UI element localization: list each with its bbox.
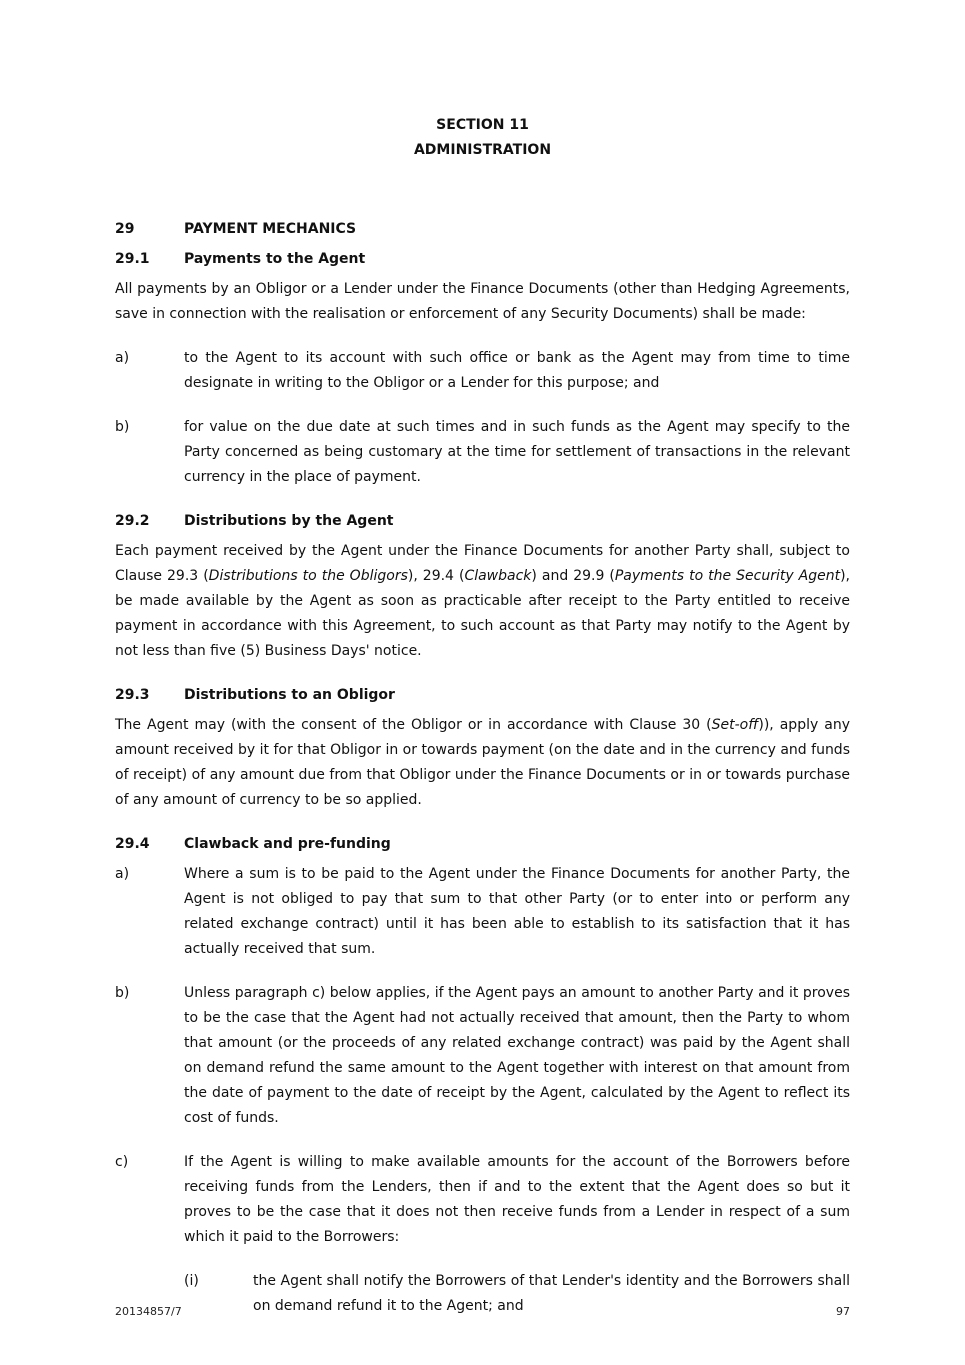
item-label: c) bbox=[115, 1154, 129, 1170]
clause-title: Clawback and pre-funding bbox=[184, 836, 391, 852]
clause-number: 29.1 bbox=[115, 251, 150, 267]
clause-29-1-body: All payments by an Obligor or a Lender under the Finance Documents (other than Hedging Agreements, save in connection with the realisation or enforcement of any Security Documents) shall be made: bbox=[115, 281, 850, 322]
list-item bbox=[115, 862, 850, 962]
item-label: a) bbox=[115, 866, 130, 882]
list-item bbox=[115, 346, 850, 396]
page-footer bbox=[115, 1299, 850, 1324]
clause-29-1-heading bbox=[115, 247, 850, 272]
section-title: ADMINISTRATION bbox=[413, 142, 552, 158]
clause-29-2-heading bbox=[115, 509, 850, 534]
list-item bbox=[115, 1150, 850, 1250]
clause-29-4-heading bbox=[115, 832, 850, 857]
clause-29-2-body: Each payment received by the Agent under the Finance Documents for another Party shall, subject to Clause 29.3 (Distributions to the Obligors), 29.4 (Clawback) and 29.9 (Payments to the Security Agent), be made available by the Agent as soon as practicable after receipt to the Party entitled to receive payment in accordance with this Agreement, to such account as that Party may notify to the Agent by not less than five (5) Business Days' notice. bbox=[115, 543, 850, 659]
list-item bbox=[115, 981, 850, 1131]
item-text: to the Agent to its account with such office or bank as the Agent may from time to time designate in writing to the Obligor or a Lender for this purpose; and bbox=[184, 350, 850, 391]
page-number: 97 bbox=[836, 1305, 850, 1318]
item-label: b) bbox=[115, 419, 130, 435]
clause-29-3-body: The Agent may (with the consent of the Obligor or in accordance with Clause 30 (Set-off)), apply any amount received by it for that Obligor in or towards payment (on the date and in the currency and funds of receipt) of any amount due from that Obligor under the Finance Documents or in or towards purchase of any amount of currency to be so applied. bbox=[115, 717, 850, 808]
list-item bbox=[115, 415, 850, 490]
clause-title: PAYMENT MECHANICS bbox=[184, 221, 357, 237]
clause-number: 29.4 bbox=[115, 836, 150, 852]
item-text: Where a sum is to be paid to the Agent under the Finance Documents for another Party, the Agent is not obliged to pay that sum to that other Party (or to enter into or perform any related exchange contract) until it has been able to establish to its satisfaction that it has actually received that sum. bbox=[184, 866, 850, 957]
document-page bbox=[115, 113, 850, 1319]
subitem-text: the Agent shall notify the Borrowers of that Lender's identity and the Borrowers shall on demand refund it to the Agent; and bbox=[253, 1273, 850, 1314]
clause-number: 29.3 bbox=[115, 687, 150, 703]
clause-title: Distributions by the Agent bbox=[184, 513, 394, 529]
section-header bbox=[115, 113, 850, 163]
item-label: b) bbox=[115, 985, 130, 1001]
clause-number: 29.2 bbox=[115, 513, 150, 529]
item-label: a) bbox=[115, 350, 130, 366]
document-reference: 20134857/7 bbox=[115, 1305, 182, 1318]
clause-29-3-heading bbox=[115, 683, 850, 708]
section-number: SECTION 11 bbox=[436, 117, 529, 133]
item-text: Unless paragraph c) below applies, if the Agent pays an amount to another Party and it proves to be the case that the Agent had not actually received that amount, then the Party to whom that amount (or the proceeds of any related exchange contract) was paid by the Agent shall on demand refund the same amount to the Agent together with interest on that amount from the date of payment to the date of receipt by the Agent, calculated by the Agent to reflect its cost of funds. bbox=[184, 985, 850, 1126]
clause-number: 29 bbox=[115, 221, 135, 237]
clause-title: Payments to the Agent bbox=[184, 251, 366, 267]
item-text: for value on the due date at such times and in such funds as the Agent may specify to the Party concerned as being customary at the time for settlement of transactions in the relevant currency in the place of payment. bbox=[184, 419, 850, 485]
item-text: If the Agent is willing to make available amounts for the account of the Borrowers before receiving funds from the Lenders, then if and to the extent that the Agent does so but it proves to be the case that it does not then receive funds from a Lender in respect of a sum which it paid to the Borrowers: bbox=[184, 1154, 850, 1245]
clause-29-heading bbox=[115, 217, 850, 242]
clause-title: Distributions to an Obligor bbox=[184, 687, 395, 703]
subitem-label: (i) bbox=[184, 1273, 199, 1289]
